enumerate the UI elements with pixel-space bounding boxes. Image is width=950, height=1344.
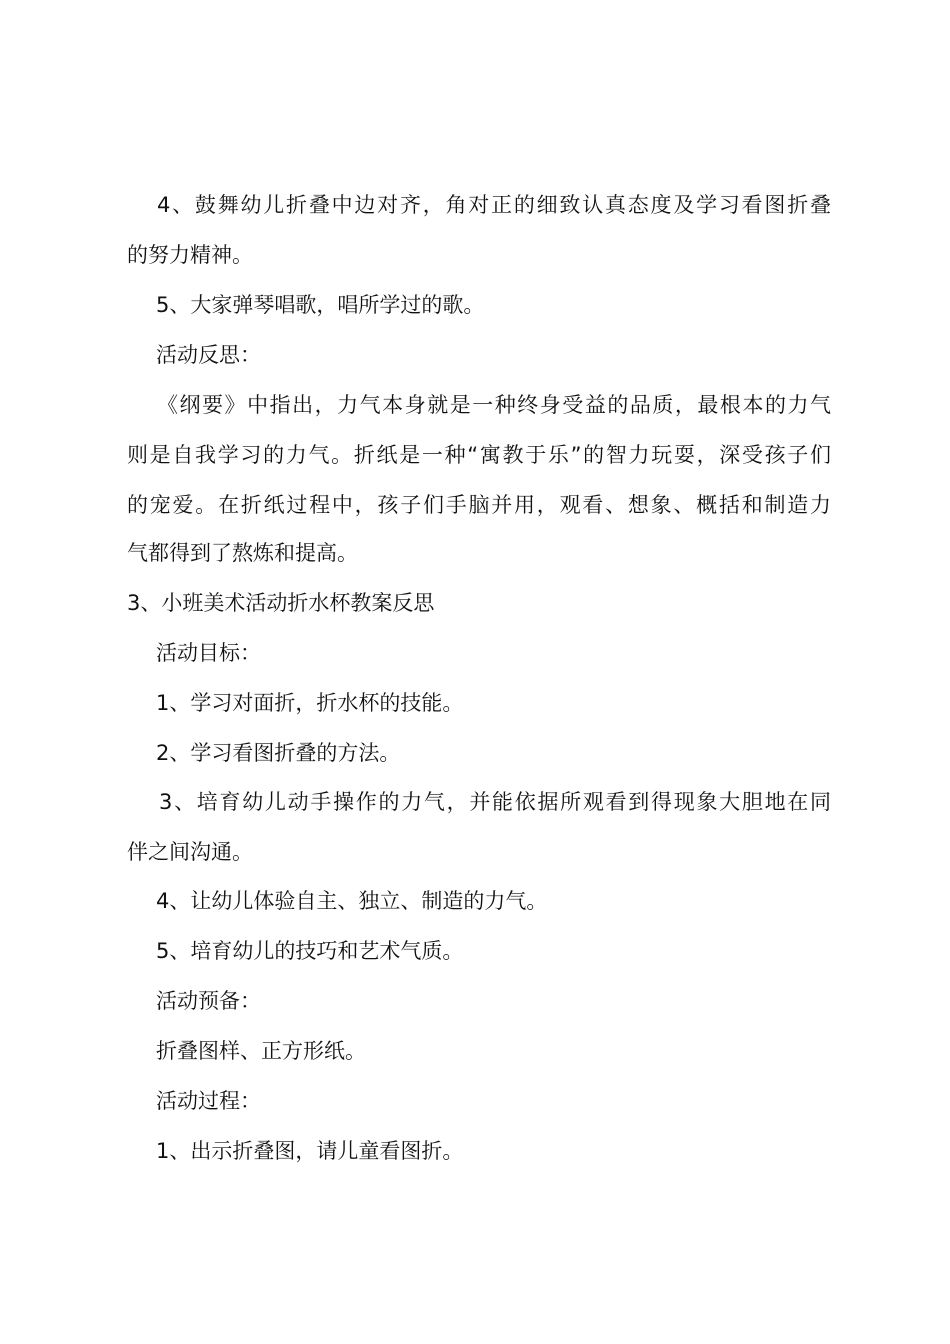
process-step-1: 1、出示折叠图，请儿童看图折。 [156,1139,464,1163]
reflection-line-4: 气都得到了熬炼和提高。 [127,541,358,565]
objective-3-line-1: 3、培育幼儿动手操作的力气，并能依据所观看到得现象大胆地在同 [159,790,831,814]
preparation-heading: 活动预备： [156,989,261,1013]
section-3-title: 3、小班美术活动折水杯教案反思 [127,591,435,615]
reflection-line-2: 则是自我学习的力气。折纸是一种“寓教于乐”的智力玩耍，深受孩子们 [127,443,831,467]
reflection-line-3: 的宠爱。在折纸过程中，孩子们手脑并用，观看、想象、概括和制造力 [127,493,831,517]
objective-4: 4、让幼儿体验自主、独立、制造的力气。 [156,889,548,913]
paragraph-goal-4-line-1: 4、鼓舞幼儿折叠中边对齐，角对正的细致认真态度及学习看图折叠 [157,193,831,217]
objective-1: 1、学习对面折，折水杯的技能。 [156,691,464,715]
process-heading: 活动过程： [156,1089,261,1113]
reflection-line-1: 《纲要》中指出，力气本身就是一种终身受益的品质，最根本的力气 [157,393,831,417]
preparation-content: 折叠图样、正方形纸。 [156,1039,366,1063]
objectives-heading: 活动目标： [156,641,261,665]
paragraph-goal-4-line-2: 的努力精神。 [127,243,253,267]
paragraph-goal-5: 5、大家弹琴唱歌，唱所学过的歌。 [156,293,485,317]
objective-2: 2、学习看图折叠的方法。 [156,741,401,765]
reflection-heading: 活动反思： [156,343,261,367]
objective-5: 5、培育幼儿的技巧和艺术气质。 [156,939,464,963]
objective-3-line-2: 伴之间沟通。 [127,840,253,864]
